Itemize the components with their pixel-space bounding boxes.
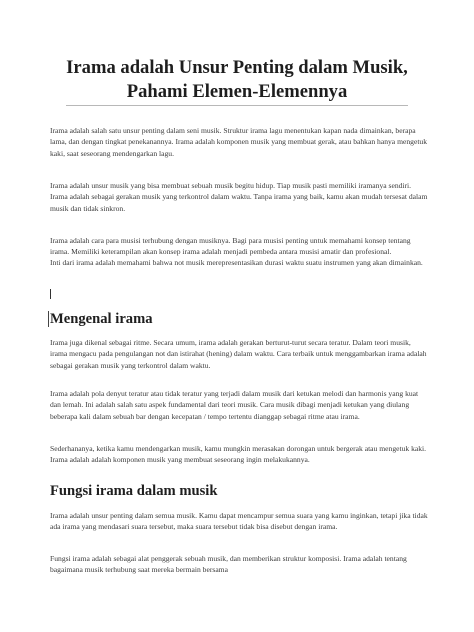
section1-paragraph-1: Irama juga dikenal sebagai ritme. Secara umum, irama adalah gerakan berturut-turut secara teratur. Dalam teori musik, irama mengacu pada pengulangan not dan istirahat (hening) dalam waktu. Cara terbaik untuk menggambarkan irama adalah sebagai gerakan musik yang terkontrol dalam waktu. [50, 338, 427, 370]
intro-paragraph-1: Irama adalah salah satu unsur penting dalam seni musik. Struktur irama lagu menentukan kapan nada dimainkan, berapa lama, dan dengan tingkat penekanannya. Irama adalah komponen musik yang membuat gerak, atau bahkan hanya mengetuk kaki, saat seseorang mendengarkan lagu. [50, 126, 428, 158]
document-title [40, 56, 434, 104]
intro-paragraph-2: Irama adalah unsur musik yang bisa membuat sebuah musik begitu hidup. Tiap musik pasti memiliki iramanya sendiri. Irama adalah sebagai gerakan musik yang terkontrol dalam waktu. Tanpa irama yang baik, kamu akan mudah tersesat dalam musik dan tidak sinkron. [50, 181, 428, 213]
section2-paragraph-2: Fungsi irama adalah sebagai alat penggerak sebuah musik, dan memberikan struktur komposisi. Irama adalah tentang bagaimana musik terhubung saat mereka bermain bersama [50, 554, 407, 575]
heading-margin-bar [48, 311, 49, 327]
title-divider [66, 105, 408, 106]
section2-paragraph-1: Irama adalah unsur penting dalam semua musik. Kamu dapat mencampur semua suara yang kamu inginkan, tetapi jika tidak ada irama yang mendasari suara tersebut, maka suara tersebut tidak bisa disebut dengan irama. [50, 511, 428, 532]
intro-paragraph-4: Inti dari irama adalah memahami bahwa not musik merepresentasikan durasi waktu suatu instrumen yang akan dimainkan. [50, 258, 423, 267]
title-line-2: Pahami Elemen-Elemennya [126, 81, 348, 102]
section-heading-fungsi-irama: Fungsi irama dalam musik [50, 483, 218, 499]
section-heading-mengenal-irama: Mengenal irama [50, 311, 153, 327]
section1-paragraph-3: Sederhananya, ketika kamu mendengarkan musik, kamu mungkin merasakan dorongan untuk bergerak atau mengetuk kaki. Irama adalah adalah komponen musik yang membuat seseorang ingin melakukannya. [50, 444, 427, 465]
title-line-1: Irama adalah Unsur Penting dalam Musik, [66, 57, 408, 78]
text-cursor [50, 289, 51, 299]
section1-paragraph-2: Irama adalah pola denyut teratur atau tidak teratur yang terjadi dalam musik dari ketukan melodi dan harmonis yang kuat dan lemah. Ini adalah salah satu aspek fundamental dari teori musik. Cara musik dibagi menjadi ketukan yang diulang beberapa kali dalam sebuah bar dengan kecepatan / tempo tertentu dianggap sebagai ritme atau irama. [50, 389, 419, 421]
intro-paragraph-3: Irama adalah cara para musisi terhubung dengan musiknya. Bagi para musisi penting untuk memahami konsep tentang irama. Memiliki keterampilan akan konsep irama adalah menjadi pembeda antara musisi amatir dan profesional. [50, 236, 411, 257]
